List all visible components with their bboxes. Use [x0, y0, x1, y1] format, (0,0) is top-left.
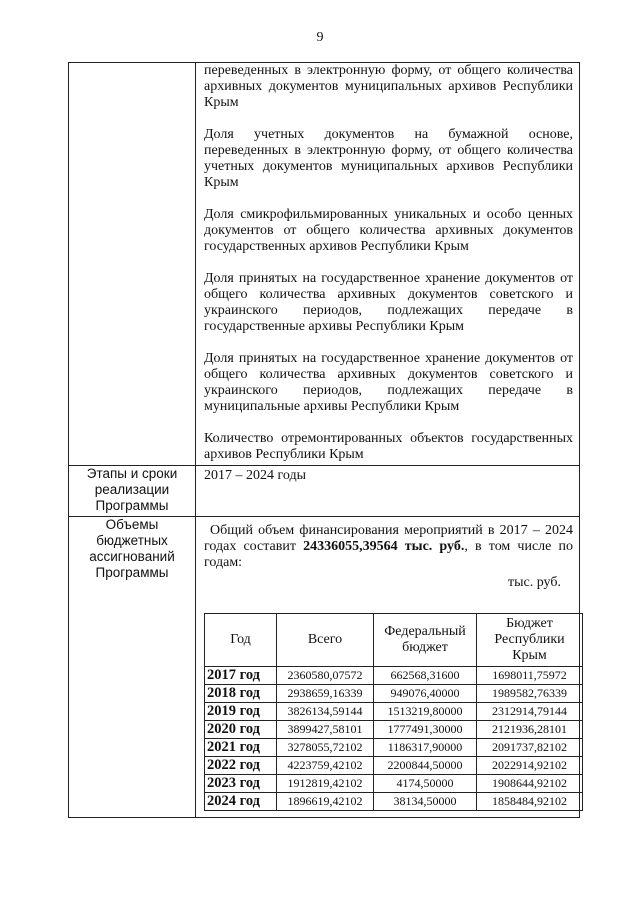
stages-row: [69, 466, 580, 517]
indicator-5: Доля принятых на государственное хранение документов от общего количества архивных документов советского и украинского периодов, подлежащих передаче в муниципальные архивы Республики Крым: [204, 351, 573, 414]
indicator-6: Количество отремонтированных объектов государственных архивов Республики Крым: [204, 431, 573, 462]
cell-crimea: 2091737,82102: [477, 739, 583, 757]
cell-total: 1912819,42102: [277, 775, 374, 793]
header-year: Год: [205, 614, 277, 667]
program-passport-table: [68, 62, 580, 818]
budget-total: 24336055,39564 тыс. руб.: [303, 539, 465, 554]
header-federal: Федеральный бюджет: [374, 614, 477, 667]
cell-federal: 4174,50000: [374, 775, 477, 793]
cell-crimea: 2312914,79144: [477, 703, 583, 721]
cell-crimea: 2121936,28101: [477, 721, 583, 739]
cell-federal: 949076,40000: [374, 685, 477, 703]
cell-federal: 38134,50000: [374, 793, 477, 811]
budget-label: Объемы бюджетных ассигнований Программы: [69, 517, 196, 818]
indicator-4: Доля принятых на государственное хранение документов от общего количества архивных документов советского и украинского периодов, подлежащих передаче в государственные архивы Республики Крым: [204, 271, 573, 334]
table-row: [205, 721, 583, 739]
cell-federal: 662568,31600: [374, 667, 477, 685]
cell-federal: 1186317,90000: [374, 739, 477, 757]
budget-text-before: Общий объем финансирования мероприятий в 2017 – 2024 годах составит: [204, 523, 573, 554]
cell-crimea: 2022914,92102: [477, 757, 583, 775]
cell-year: 2021 год: [205, 739, 277, 757]
cell-federal: 1513219,80000: [374, 703, 477, 721]
table-row: [205, 667, 583, 685]
table-row: [205, 793, 583, 811]
budget-cell: [196, 517, 580, 818]
table-row: [205, 685, 583, 703]
table-row: [205, 739, 583, 757]
budget-body: [205, 667, 583, 811]
cell-year: 2020 год: [205, 721, 277, 739]
table-row: [205, 757, 583, 775]
budget-row: [69, 517, 580, 818]
cell-year: 2024 год: [205, 793, 277, 811]
cell-total: 3826134,59144: [277, 703, 374, 721]
stages-label: Этапы и сроки реализации Программы: [69, 466, 196, 517]
cell-total: 3899427,58101: [277, 721, 374, 739]
indicators-cell: [196, 63, 580, 466]
indicator-3: Доля смикрофильмированных уникальных и особо ценных документов от общего количества архивных документов государственных архивов Республики Крым: [204, 207, 573, 254]
cell-year: 2023 год: [205, 775, 277, 793]
cell-federal: 2200844,50000: [374, 757, 477, 775]
cell-total: 2938659,16339: [277, 685, 374, 703]
header-crimea: Бюджет Республики Крым: [477, 614, 583, 667]
cell-year: 2017 год: [205, 667, 277, 685]
indicators-label-cell: [69, 63, 196, 466]
cell-crimea: 1908644,92102: [477, 775, 583, 793]
cell-crimea: 1858484,92102: [477, 793, 583, 811]
cell-federal: 1777491,30000: [374, 721, 477, 739]
header-total: Всего: [277, 614, 374, 667]
cell-year: 2022 год: [205, 757, 277, 775]
indicators-row: [69, 63, 580, 466]
cell-total: 4223759,42102: [277, 757, 374, 775]
indicator-1: переведенных в электронную форму, от общего количества архивных документов муниципальных архивов Республики Крым: [204, 63, 573, 110]
page-number: 9: [316, 30, 324, 45]
indicator-2: Доля учетных документов на бумажной основе, переведенных в электронную форму, от общего количества учетных документов муниципальных архивов Республики Крым: [204, 127, 573, 190]
cell-total: 2360580,07572: [277, 667, 374, 685]
budget-by-year-table: [204, 613, 583, 811]
stages-value: 2017 – 2024 годы: [196, 466, 580, 517]
table-row: [205, 775, 583, 793]
cell-year: 2018 год: [205, 685, 277, 703]
cell-total: 3278055,72102: [277, 739, 374, 757]
cell-total: 1896619,42102: [277, 793, 374, 811]
cell-crimea: 1989582,76339: [477, 685, 583, 703]
cell-year: 2019 год: [205, 703, 277, 721]
budget-header-row: [205, 614, 583, 667]
cell-crimea: 1698011,75972: [477, 667, 583, 685]
budget-text-after: , в том числе по годам:: [204, 539, 574, 570]
budget-unit: тыс. руб.: [508, 575, 561, 590]
table-row: [205, 703, 583, 721]
budget-summary: [196, 517, 579, 571]
